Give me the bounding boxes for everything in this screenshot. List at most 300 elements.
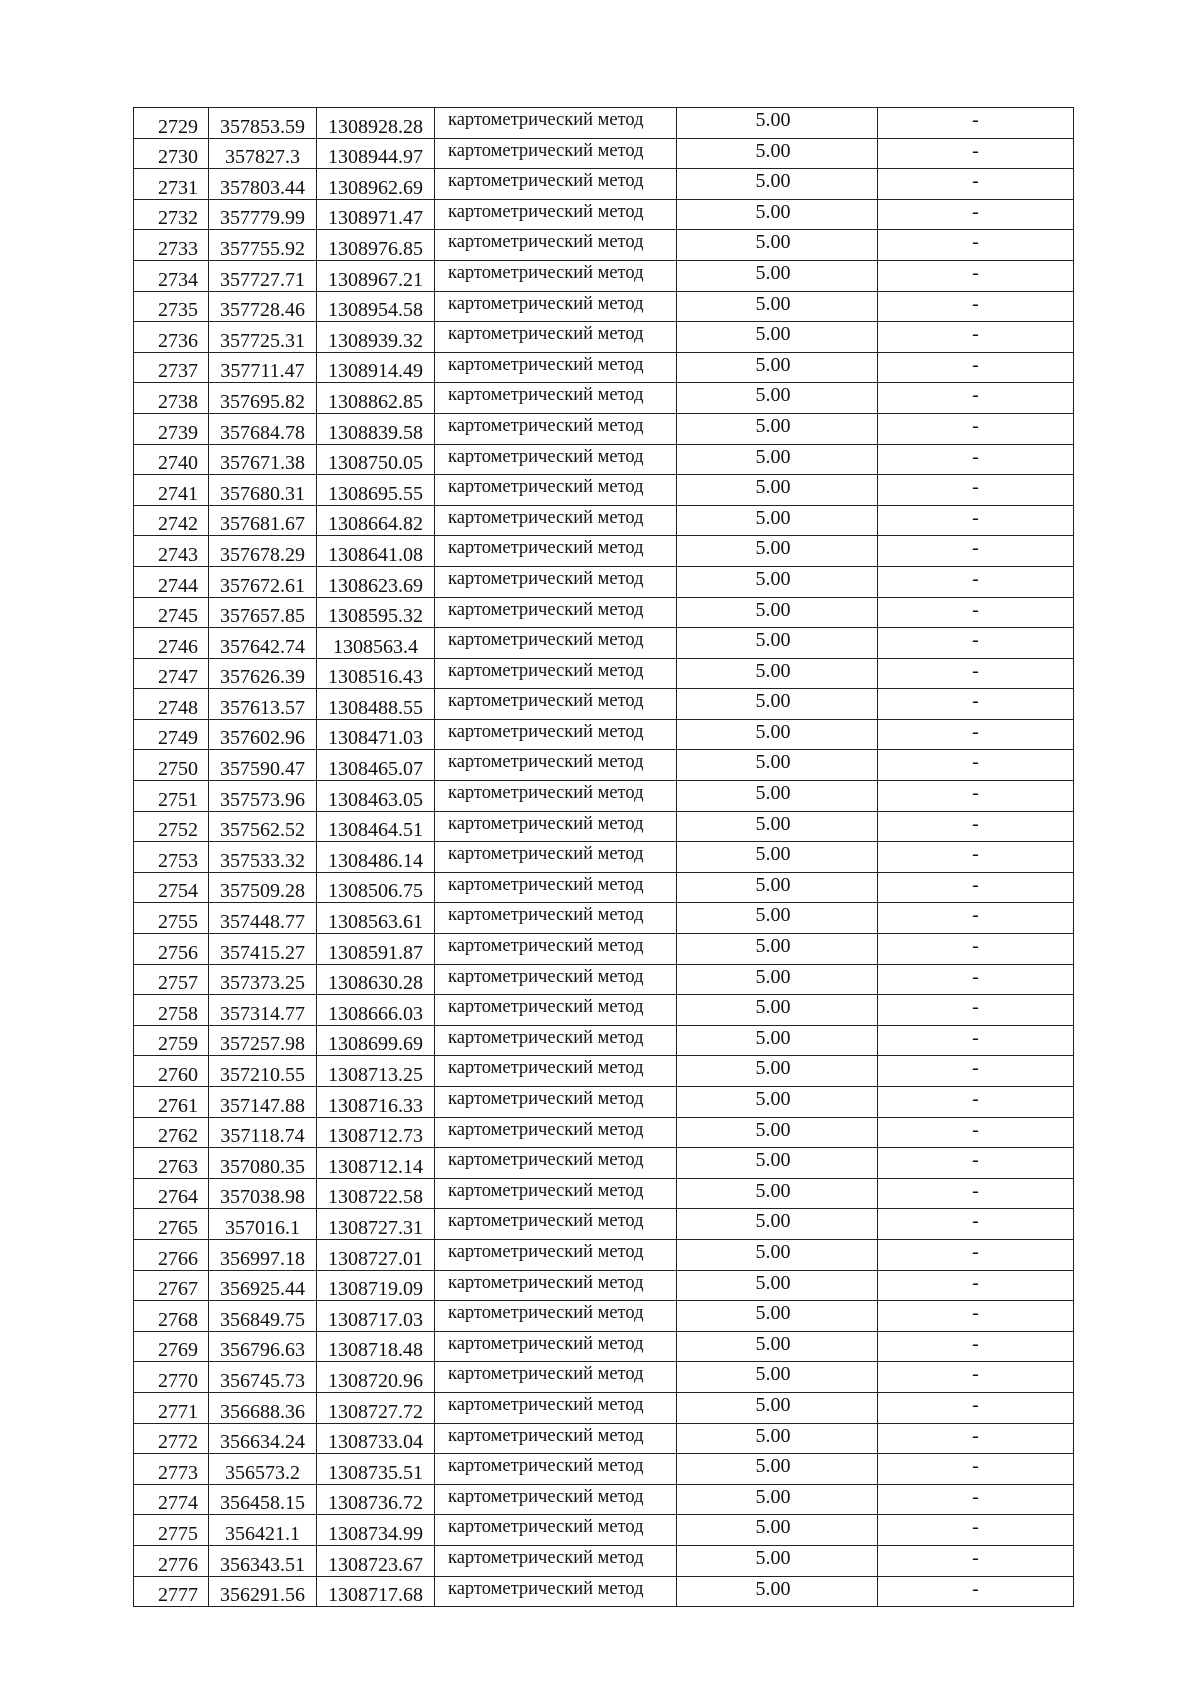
note-cell: - <box>878 1301 1074 1332</box>
x-coordinate-cell: 357626.39 <box>209 658 317 689</box>
table-row <box>134 934 1074 965</box>
note-cell: - <box>878 383 1074 414</box>
note-cell: - <box>878 1178 1074 1209</box>
y-coordinate-cell: 1308717.03 <box>317 1301 435 1332</box>
method-cell: картометрический метод <box>435 475 677 506</box>
table-row <box>134 1454 1074 1485</box>
accuracy-cell: 5.00 <box>677 566 878 597</box>
table-row <box>134 1362 1074 1393</box>
y-coordinate-cell: 1308463.05 <box>317 781 435 812</box>
table-row <box>134 1239 1074 1270</box>
point-number-cell: 2768 <box>134 1301 209 1332</box>
point-number-cell: 2744 <box>134 566 209 597</box>
accuracy-cell: 5.00 <box>677 781 878 812</box>
method-cell: картометрический метод <box>435 1056 677 1087</box>
x-coordinate-cell: 357755.92 <box>209 230 317 261</box>
point-number-cell: 2730 <box>134 138 209 169</box>
accuracy-cell: 5.00 <box>677 750 878 781</box>
point-number-cell: 2739 <box>134 413 209 444</box>
table-row <box>134 1148 1074 1179</box>
y-coordinate-cell: 1308727.72 <box>317 1392 435 1423</box>
x-coordinate-cell: 357210.55 <box>209 1056 317 1087</box>
note-cell: - <box>878 169 1074 200</box>
x-coordinate-cell: 357613.57 <box>209 689 317 720</box>
y-coordinate-cell: 1308736.72 <box>317 1484 435 1515</box>
y-coordinate-cell: 1308971.47 <box>317 199 435 230</box>
note-cell: - <box>878 566 1074 597</box>
x-coordinate-cell: 357118.74 <box>209 1117 317 1148</box>
note-cell: - <box>878 1515 1074 1546</box>
note-cell: - <box>878 689 1074 720</box>
accuracy-cell: 5.00 <box>677 1239 878 1270</box>
point-number-cell: 2763 <box>134 1148 209 1179</box>
y-coordinate-cell: 1308630.28 <box>317 964 435 995</box>
x-coordinate-cell: 357257.98 <box>209 1025 317 1056</box>
x-coordinate-cell: 357711.47 <box>209 352 317 383</box>
method-cell: картометрический метод <box>435 1392 677 1423</box>
accuracy-cell: 5.00 <box>677 1270 878 1301</box>
x-coordinate-cell: 356796.63 <box>209 1331 317 1362</box>
y-coordinate-cell: 1308591.87 <box>317 934 435 965</box>
note-cell: - <box>878 1545 1074 1576</box>
table-row <box>134 1301 1074 1332</box>
table-row <box>134 322 1074 353</box>
note-cell: - <box>878 230 1074 261</box>
note-cell: - <box>878 903 1074 934</box>
y-coordinate-cell: 1308712.73 <box>317 1117 435 1148</box>
table-row <box>134 1178 1074 1209</box>
table-row <box>134 1484 1074 1515</box>
table-row <box>134 1392 1074 1423</box>
table-row <box>134 658 1074 689</box>
accuracy-cell: 5.00 <box>677 1148 878 1179</box>
point-number-cell: 2746 <box>134 628 209 659</box>
accuracy-cell: 5.00 <box>677 1454 878 1485</box>
method-cell: картометрический метод <box>435 658 677 689</box>
accuracy-cell: 5.00 <box>677 872 878 903</box>
point-number-cell: 2740 <box>134 444 209 475</box>
point-number-cell: 2748 <box>134 689 209 720</box>
point-number-cell: 2760 <box>134 1056 209 1087</box>
x-coordinate-cell: 356925.44 <box>209 1270 317 1301</box>
accuracy-cell: 5.00 <box>677 475 878 506</box>
method-cell: картометрический метод <box>435 1576 677 1607</box>
note-cell: - <box>878 719 1074 750</box>
y-coordinate-cell: 1308488.55 <box>317 689 435 720</box>
accuracy-cell: 5.00 <box>677 1087 878 1118</box>
accuracy-cell: 5.00 <box>677 658 878 689</box>
x-coordinate-cell: 357695.82 <box>209 383 317 414</box>
point-number-cell: 2757 <box>134 964 209 995</box>
accuracy-cell: 5.00 <box>677 1117 878 1148</box>
note-cell: - <box>878 260 1074 291</box>
method-cell: картометрический метод <box>435 1301 677 1332</box>
y-coordinate-cell: 1308664.82 <box>317 505 435 536</box>
method-cell: картометрический метод <box>435 199 677 230</box>
note-cell: - <box>878 1148 1074 1179</box>
table-row <box>134 781 1074 812</box>
accuracy-cell: 5.00 <box>677 1362 878 1393</box>
point-number-cell: 2755 <box>134 903 209 934</box>
accuracy-cell: 5.00 <box>677 444 878 475</box>
method-cell: картометрический метод <box>435 750 677 781</box>
y-coordinate-cell: 1308720.96 <box>317 1362 435 1393</box>
point-number-cell: 2765 <box>134 1209 209 1240</box>
point-number-cell: 2733 <box>134 230 209 261</box>
method-cell: картометрический метод <box>435 1025 677 1056</box>
table-row <box>134 1545 1074 1576</box>
note-cell: - <box>878 1484 1074 1515</box>
accuracy-cell: 5.00 <box>677 1056 878 1087</box>
x-coordinate-cell: 357573.96 <box>209 781 317 812</box>
x-coordinate-cell: 357672.61 <box>209 566 317 597</box>
method-cell: картометрический метод <box>435 1331 677 1362</box>
point-number-cell: 2771 <box>134 1392 209 1423</box>
x-coordinate-cell: 357671.38 <box>209 444 317 475</box>
note-cell: - <box>878 138 1074 169</box>
x-coordinate-cell: 357448.77 <box>209 903 317 934</box>
point-number-cell: 2752 <box>134 811 209 842</box>
accuracy-cell: 5.00 <box>677 260 878 291</box>
table-row <box>134 1087 1074 1118</box>
coordinates-table-body <box>134 108 1074 1607</box>
accuracy-cell: 5.00 <box>677 199 878 230</box>
note-cell: - <box>878 1239 1074 1270</box>
y-coordinate-cell: 1308718.48 <box>317 1331 435 1362</box>
table-row <box>134 995 1074 1026</box>
table-row <box>134 1025 1074 1056</box>
y-coordinate-cell: 1308464.51 <box>317 811 435 842</box>
point-number-cell: 2756 <box>134 934 209 965</box>
point-number-cell: 2743 <box>134 536 209 567</box>
note-cell: - <box>878 934 1074 965</box>
accuracy-cell: 5.00 <box>677 169 878 200</box>
y-coordinate-cell: 1308735.51 <box>317 1454 435 1485</box>
x-coordinate-cell: 356688.36 <box>209 1392 317 1423</box>
point-number-cell: 2750 <box>134 750 209 781</box>
x-coordinate-cell: 356343.51 <box>209 1545 317 1576</box>
table-row <box>134 1209 1074 1240</box>
point-number-cell: 2777 <box>134 1576 209 1607</box>
y-coordinate-cell: 1308962.69 <box>317 169 435 200</box>
table-row <box>134 352 1074 383</box>
table-row <box>134 811 1074 842</box>
x-coordinate-cell: 357016.1 <box>209 1209 317 1240</box>
y-coordinate-cell: 1308727.31 <box>317 1209 435 1240</box>
table-row <box>134 750 1074 781</box>
accuracy-cell: 5.00 <box>677 811 878 842</box>
method-cell: картометрический метод <box>435 291 677 322</box>
y-coordinate-cell: 1308727.01 <box>317 1239 435 1270</box>
x-coordinate-cell: 357803.44 <box>209 169 317 200</box>
table-row <box>134 719 1074 750</box>
point-number-cell: 2751 <box>134 781 209 812</box>
note-cell: - <box>878 413 1074 444</box>
y-coordinate-cell: 1308516.43 <box>317 658 435 689</box>
method-cell: картометрический метод <box>435 1515 677 1546</box>
accuracy-cell: 5.00 <box>677 842 878 873</box>
method-cell: картометрический метод <box>435 1270 677 1301</box>
table-row <box>134 199 1074 230</box>
accuracy-cell: 5.00 <box>677 628 878 659</box>
point-number-cell: 2737 <box>134 352 209 383</box>
note-cell: - <box>878 352 1074 383</box>
method-cell: картометрический метод <box>435 964 677 995</box>
point-number-cell: 2741 <box>134 475 209 506</box>
point-number-cell: 2772 <box>134 1423 209 1454</box>
accuracy-cell: 5.00 <box>677 138 878 169</box>
table-row <box>134 964 1074 995</box>
accuracy-cell: 5.00 <box>677 505 878 536</box>
y-coordinate-cell: 1308954.58 <box>317 291 435 322</box>
y-coordinate-cell: 1308750.05 <box>317 444 435 475</box>
point-number-cell: 2759 <box>134 1025 209 1056</box>
x-coordinate-cell: 356421.1 <box>209 1515 317 1546</box>
accuracy-cell: 5.00 <box>677 1025 878 1056</box>
note-cell: - <box>878 658 1074 689</box>
x-coordinate-cell: 357314.77 <box>209 995 317 1026</box>
table-row <box>134 505 1074 536</box>
method-cell: картометрический метод <box>435 1423 677 1454</box>
table-row <box>134 1423 1074 1454</box>
accuracy-cell: 5.00 <box>677 689 878 720</box>
table-row <box>134 1515 1074 1546</box>
y-coordinate-cell: 1308713.25 <box>317 1056 435 1087</box>
note-cell: - <box>878 1423 1074 1454</box>
method-cell: картометрический метод <box>435 1209 677 1240</box>
note-cell: - <box>878 1576 1074 1607</box>
table-row <box>134 1117 1074 1148</box>
accuracy-cell: 5.00 <box>677 597 878 628</box>
accuracy-cell: 5.00 <box>677 1392 878 1423</box>
accuracy-cell: 5.00 <box>677 352 878 383</box>
y-coordinate-cell: 1308623.69 <box>317 566 435 597</box>
method-cell: картометрический метод <box>435 444 677 475</box>
note-cell: - <box>878 536 1074 567</box>
method-cell: картометрический метод <box>435 872 677 903</box>
note-cell: - <box>878 842 1074 873</box>
point-number-cell: 2764 <box>134 1178 209 1209</box>
accuracy-cell: 5.00 <box>677 1209 878 1240</box>
table-row <box>134 260 1074 291</box>
coordinates-table <box>133 107 1074 1607</box>
y-coordinate-cell: 1308939.32 <box>317 322 435 353</box>
x-coordinate-cell: 357373.25 <box>209 964 317 995</box>
method-cell: картометрический метод <box>435 628 677 659</box>
y-coordinate-cell: 1308944.97 <box>317 138 435 169</box>
method-cell: картометрический метод <box>435 934 677 965</box>
x-coordinate-cell: 357725.31 <box>209 322 317 353</box>
y-coordinate-cell: 1308641.08 <box>317 536 435 567</box>
table-row <box>134 1576 1074 1607</box>
point-number-cell: 2734 <box>134 260 209 291</box>
table-row <box>134 1331 1074 1362</box>
x-coordinate-cell: 357509.28 <box>209 872 317 903</box>
method-cell: картометрический метод <box>435 138 677 169</box>
accuracy-cell: 5.00 <box>677 1515 878 1546</box>
note-cell: - <box>878 444 1074 475</box>
method-cell: картометрический метод <box>435 1362 677 1393</box>
accuracy-cell: 5.00 <box>677 995 878 1026</box>
y-coordinate-cell: 1308695.55 <box>317 475 435 506</box>
y-coordinate-cell: 1308716.33 <box>317 1087 435 1118</box>
point-number-cell: 2745 <box>134 597 209 628</box>
x-coordinate-cell: 356745.73 <box>209 1362 317 1393</box>
y-coordinate-cell: 1308928.28 <box>317 108 435 139</box>
point-number-cell: 2774 <box>134 1484 209 1515</box>
x-coordinate-cell: 357779.99 <box>209 199 317 230</box>
table-row <box>134 108 1074 139</box>
method-cell: картометрический метод <box>435 995 677 1026</box>
point-number-cell: 2766 <box>134 1239 209 1270</box>
point-number-cell: 2761 <box>134 1087 209 1118</box>
accuracy-cell: 5.00 <box>677 291 878 322</box>
table-row <box>134 903 1074 934</box>
accuracy-cell: 5.00 <box>677 964 878 995</box>
x-coordinate-cell: 357602.96 <box>209 719 317 750</box>
accuracy-cell: 5.00 <box>677 934 878 965</box>
y-coordinate-cell: 1308967.21 <box>317 260 435 291</box>
x-coordinate-cell: 357681.67 <box>209 505 317 536</box>
x-coordinate-cell: 357533.32 <box>209 842 317 873</box>
x-coordinate-cell: 357080.35 <box>209 1148 317 1179</box>
method-cell: картометрический метод <box>435 597 677 628</box>
y-coordinate-cell: 1308471.03 <box>317 719 435 750</box>
method-cell: картометрический метод <box>435 352 677 383</box>
point-number-cell: 2747 <box>134 658 209 689</box>
x-coordinate-cell: 357684.78 <box>209 413 317 444</box>
accuracy-cell: 5.00 <box>677 383 878 414</box>
note-cell: - <box>878 1270 1074 1301</box>
accuracy-cell: 5.00 <box>677 1331 878 1362</box>
x-coordinate-cell: 357590.47 <box>209 750 317 781</box>
accuracy-cell: 5.00 <box>677 413 878 444</box>
point-number-cell: 2769 <box>134 1331 209 1362</box>
method-cell: картометрический метод <box>435 322 677 353</box>
x-coordinate-cell: 357038.98 <box>209 1178 317 1209</box>
note-cell: - <box>878 1209 1074 1240</box>
point-number-cell: 2767 <box>134 1270 209 1301</box>
table-row <box>134 597 1074 628</box>
method-cell: картометрический метод <box>435 1239 677 1270</box>
x-coordinate-cell: 357728.46 <box>209 291 317 322</box>
y-coordinate-cell: 1308733.04 <box>317 1423 435 1454</box>
accuracy-cell: 5.00 <box>677 1484 878 1515</box>
y-coordinate-cell: 1308723.67 <box>317 1545 435 1576</box>
point-number-cell: 2775 <box>134 1515 209 1546</box>
y-coordinate-cell: 1308506.75 <box>317 872 435 903</box>
table-row <box>134 1270 1074 1301</box>
table-row <box>134 475 1074 506</box>
point-number-cell: 2758 <box>134 995 209 1026</box>
y-coordinate-cell: 1308914.49 <box>317 352 435 383</box>
point-number-cell: 2732 <box>134 199 209 230</box>
x-coordinate-cell: 357415.27 <box>209 934 317 965</box>
note-cell: - <box>878 322 1074 353</box>
x-coordinate-cell: 357642.74 <box>209 628 317 659</box>
point-number-cell: 2742 <box>134 505 209 536</box>
note-cell: - <box>878 750 1074 781</box>
point-number-cell: 2736 <box>134 322 209 353</box>
point-number-cell: 2729 <box>134 108 209 139</box>
note-cell: - <box>878 964 1074 995</box>
method-cell: картометрический метод <box>435 505 677 536</box>
y-coordinate-cell: 1308976.85 <box>317 230 435 261</box>
note-cell: - <box>878 781 1074 812</box>
method-cell: картометрический метод <box>435 1148 677 1179</box>
accuracy-cell: 5.00 <box>677 1576 878 1607</box>
table-row <box>134 291 1074 322</box>
method-cell: картометрический метод <box>435 383 677 414</box>
y-coordinate-cell: 1308712.14 <box>317 1148 435 1179</box>
table-row <box>134 444 1074 475</box>
table-row <box>134 536 1074 567</box>
table-row <box>134 230 1074 261</box>
accuracy-cell: 5.00 <box>677 903 878 934</box>
note-cell: - <box>878 1056 1074 1087</box>
point-number-cell: 2770 <box>134 1362 209 1393</box>
point-number-cell: 2749 <box>134 719 209 750</box>
point-number-cell: 2773 <box>134 1454 209 1485</box>
method-cell: картометрический метод <box>435 1178 677 1209</box>
method-cell: картометрический метод <box>435 230 677 261</box>
note-cell: - <box>878 1087 1074 1118</box>
x-coordinate-cell: 356458.15 <box>209 1484 317 1515</box>
note-cell: - <box>878 597 1074 628</box>
note-cell: - <box>878 199 1074 230</box>
method-cell: картометрический метод <box>435 689 677 720</box>
x-coordinate-cell: 357562.52 <box>209 811 317 842</box>
y-coordinate-cell: 1308722.58 <box>317 1178 435 1209</box>
method-cell: картометрический метод <box>435 811 677 842</box>
x-coordinate-cell: 357827.3 <box>209 138 317 169</box>
note-cell: - <box>878 995 1074 1026</box>
y-coordinate-cell: 1308719.09 <box>317 1270 435 1301</box>
point-number-cell: 2735 <box>134 291 209 322</box>
table-row <box>134 1056 1074 1087</box>
note-cell: - <box>878 1362 1074 1393</box>
y-coordinate-cell: 1308666.03 <box>317 995 435 1026</box>
note-cell: - <box>878 1331 1074 1362</box>
x-coordinate-cell: 357727.71 <box>209 260 317 291</box>
note-cell: - <box>878 1454 1074 1485</box>
method-cell: картометрический метод <box>435 1454 677 1485</box>
table-row <box>134 383 1074 414</box>
accuracy-cell: 5.00 <box>677 1178 878 1209</box>
accuracy-cell: 5.00 <box>677 719 878 750</box>
method-cell: картометрический метод <box>435 169 677 200</box>
x-coordinate-cell: 357147.88 <box>209 1087 317 1118</box>
accuracy-cell: 5.00 <box>677 1423 878 1454</box>
accuracy-cell: 5.00 <box>677 1545 878 1576</box>
accuracy-cell: 5.00 <box>677 230 878 261</box>
x-coordinate-cell: 356849.75 <box>209 1301 317 1332</box>
table-row <box>134 628 1074 659</box>
y-coordinate-cell: 1308839.58 <box>317 413 435 444</box>
method-cell: картометрический метод <box>435 1087 677 1118</box>
method-cell: картометрический метод <box>435 1117 677 1148</box>
method-cell: картометрический метод <box>435 536 677 567</box>
note-cell: - <box>878 475 1074 506</box>
y-coordinate-cell: 1308563.4 <box>317 628 435 659</box>
method-cell: картометрический метод <box>435 108 677 139</box>
x-coordinate-cell: 357678.29 <box>209 536 317 567</box>
note-cell: - <box>878 1025 1074 1056</box>
x-coordinate-cell: 356291.56 <box>209 1576 317 1607</box>
note-cell: - <box>878 1392 1074 1423</box>
note-cell: - <box>878 811 1074 842</box>
point-number-cell: 2753 <box>134 842 209 873</box>
